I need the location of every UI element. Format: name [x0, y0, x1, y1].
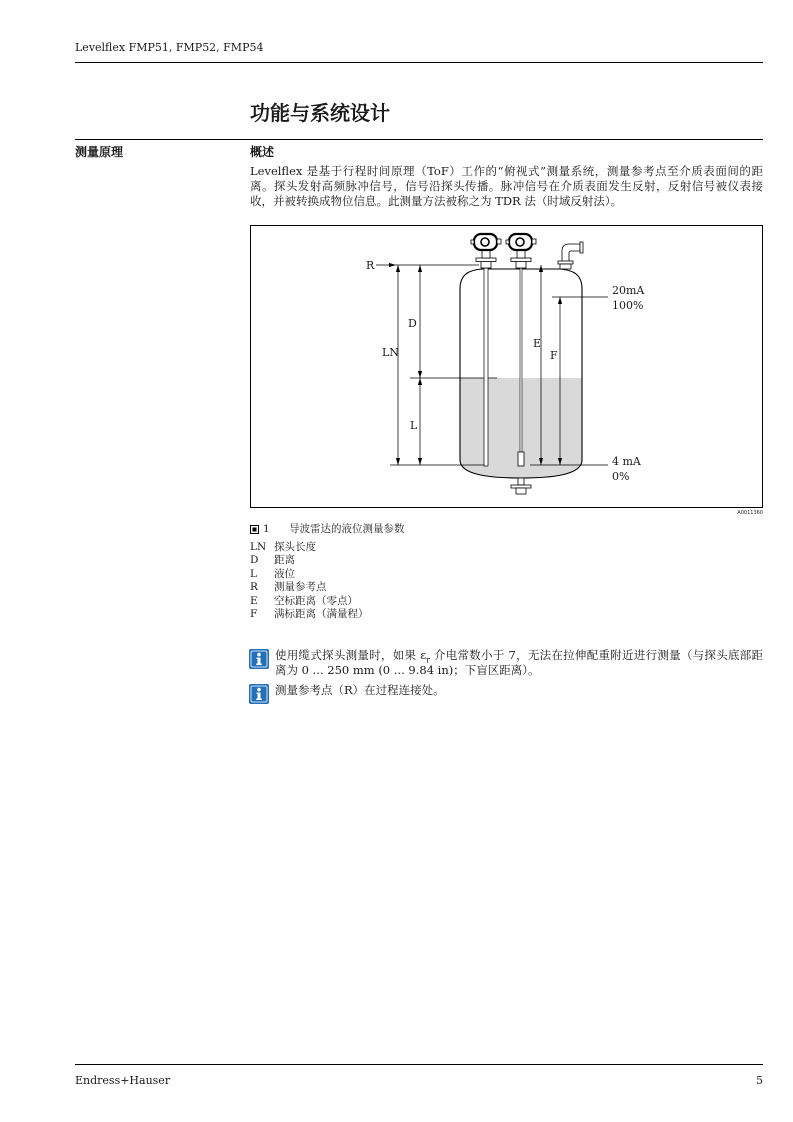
- tensioning-weight: [518, 452, 524, 466]
- cable-gland: [497, 239, 501, 244]
- legend-text: 距离: [274, 554, 295, 567]
- bottom-nozzle: [511, 478, 531, 494]
- note-text-post: 介电常数小于 7，无法在拉伸配重附近进行测量（与探头底部距离为 0 ... 250 mm (0 ... 9.84 in)；下盲区距离）。: [275, 648, 764, 677]
- legend-key: L: [250, 567, 257, 580]
- flange: [476, 258, 496, 262]
- label-f: F: [550, 349, 558, 362]
- bottom-flange: [511, 485, 531, 488]
- label-l: L: [410, 419, 418, 432]
- process-connection: [516, 261, 526, 268]
- legend-text: 液位: [274, 567, 295, 580]
- flange: [511, 258, 531, 262]
- figure-legend: [250, 541, 550, 621]
- figure-icon: [250, 525, 259, 534]
- figure-caption-text: 导波雷达的液位测量参数: [289, 523, 405, 535]
- legend-item: [250, 581, 550, 594]
- legend-item: [250, 541, 550, 554]
- elbow-end-flange: [580, 242, 583, 253]
- housing-head: [474, 234, 497, 250]
- rod-probe-housing: [471, 234, 501, 268]
- info-icon: [249, 684, 269, 704]
- cable-gland: [506, 240, 509, 244]
- housing-neck: [517, 250, 525, 258]
- cable-probe: [520, 268, 522, 452]
- section-rule: [75, 139, 763, 140]
- note-cable-probe: [275, 648, 763, 678]
- legend-item: [250, 554, 550, 567]
- permittivity-symbol: ε: [420, 648, 427, 662]
- note-reference-point: 测量参考点（R）在过程连接处。: [275, 683, 445, 697]
- legend-key: E: [250, 594, 258, 607]
- nozzle-flange: [558, 261, 573, 264]
- label-empty-percent: 0%: [612, 470, 630, 483]
- top-elbow-nozzle: [558, 242, 583, 269]
- subsection-heading: 概述: [250, 145, 275, 159]
- label-d: D: [408, 317, 417, 330]
- housing-head: [509, 234, 532, 250]
- figure-id: A0011360: [737, 510, 763, 516]
- legend-key: R: [250, 581, 258, 594]
- legend-key: D: [250, 554, 259, 567]
- header-rule: [75, 62, 763, 63]
- housing-neck: [482, 250, 490, 258]
- label-e: E: [533, 337, 542, 350]
- figure-number: 1: [263, 523, 270, 535]
- document-header-title: Levelflex FMP51, FMP52, FMP54: [75, 41, 264, 54]
- process-connection: [481, 261, 491, 268]
- bottom-pipe: [518, 478, 524, 485]
- liquid-fill: [455, 378, 590, 483]
- label-empty-current: 4 mA: [612, 455, 641, 468]
- legend-key: LN: [250, 541, 267, 553]
- cable-probe-housing: [506, 234, 536, 268]
- permittivity-subscript: r: [426, 655, 430, 665]
- legend-text: 探头长度: [274, 541, 316, 553]
- legend-item: [250, 608, 550, 621]
- footer-rule: [75, 1064, 763, 1065]
- section-title: 功能与系统设计: [250, 101, 390, 125]
- legend-item: [250, 595, 550, 608]
- info-icon: [249, 649, 269, 669]
- footer-brand: Endress+Hauser: [75, 1074, 171, 1087]
- legend-item: [250, 568, 550, 581]
- legend-text: 空标距离（零点）: [274, 594, 358, 607]
- tank-diagram: [250, 225, 763, 508]
- legend-text: 满标距离（满量程）: [274, 607, 369, 620]
- overview-paragraph: Levelflex 是基于行程时间原理（ToF）工作的“俯视式”测量系统，测量参考点至介质表面间的距离。探头发射高频脉冲信号，信号沿探头传播。脉冲信号在介质表面发生反射，反射信号被仪表接收，并被转换成物位信息。此测量方法被称之为 TDR 法（时域反射法）。: [250, 164, 763, 208]
- cable-gland: [532, 239, 536, 244]
- legend-key: F: [250, 607, 258, 620]
- cable-gland: [471, 240, 474, 244]
- label-full-current: 20mA: [612, 284, 645, 297]
- topic-label: 测量原理: [75, 145, 124, 159]
- label-full-percent: 100%: [612, 299, 644, 312]
- page-number: 5: [756, 1074, 763, 1087]
- figure-caption: [250, 522, 763, 536]
- rod-probe: [484, 268, 488, 466]
- tank-measurement-figure: [250, 225, 763, 508]
- nozzle-base: [560, 264, 571, 269]
- label-r: R: [366, 259, 375, 272]
- legend-text: 测量参考点: [274, 581, 327, 594]
- note-text-pre: 使用缆式探头测量时，如果: [275, 648, 421, 662]
- label-ln: LN: [382, 346, 399, 359]
- bottom-pipe-end: [516, 488, 526, 494]
